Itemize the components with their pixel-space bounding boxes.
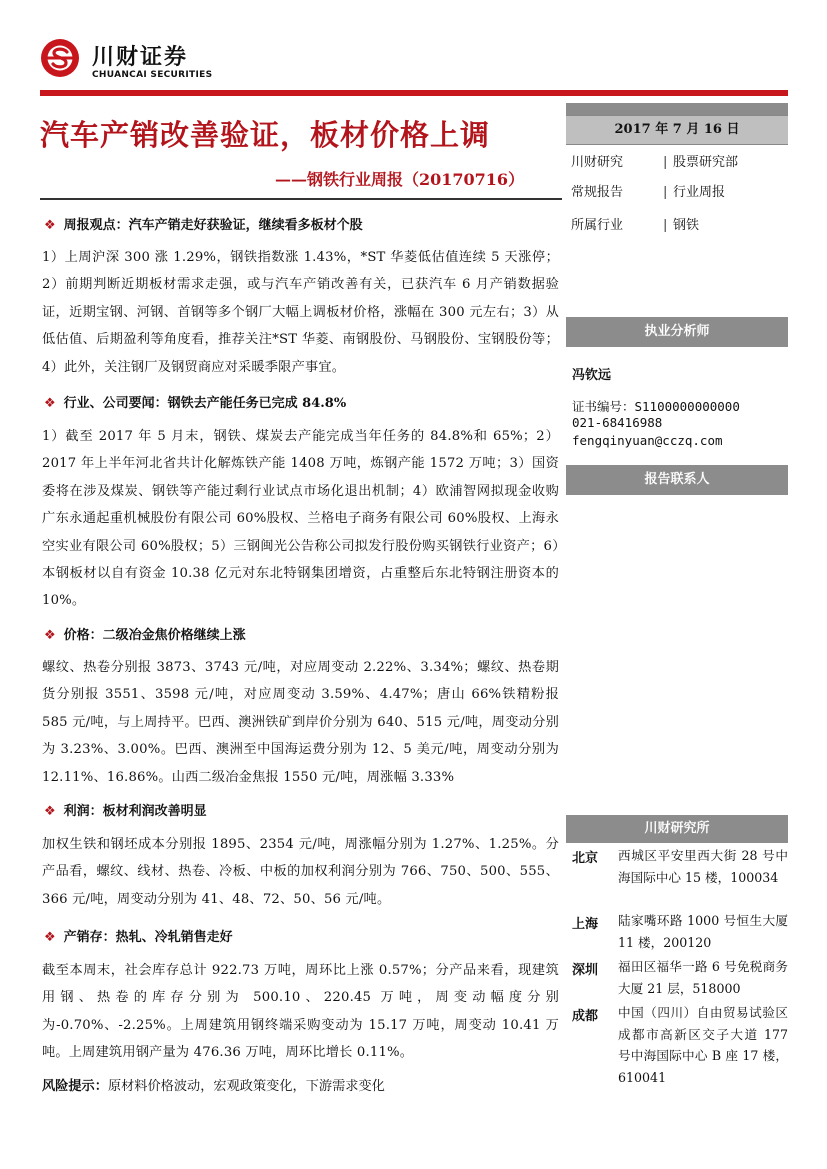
risk-warning xyxy=(42,1075,385,1094)
meta-separator: | xyxy=(663,155,668,170)
diamond-bullet-icon: ❖ xyxy=(44,628,56,643)
meta-row-industry xyxy=(571,214,699,233)
meta-value: 钢铁 xyxy=(673,218,700,233)
office-address: 陆家嘴环路 1000 号恒生大厦 11 楼，200120 xyxy=(618,913,788,950)
report-title: 汽车产销改善验证，板材价格上调 xyxy=(40,118,491,152)
header-divider xyxy=(40,90,788,96)
section-heading xyxy=(44,800,207,819)
diamond-bullet-icon: ❖ xyxy=(44,804,56,819)
meta-separator: | xyxy=(663,185,668,200)
contact-heading: 报告联系人 xyxy=(566,465,788,495)
section-body: 截至本周末，社会库存总计 922.73 万吨，周环比上涨 0.57%；分产品来看，现建筑用钢、热卷的库存分别为 500.10、220.45 万吨，周变动幅度分别为-0.70%、-2.25%。上周建筑用钢终端采购变动为 15.17 万吨，周变动 10.41 万吨。上周建筑用钢产量为 476.36 万吨，周环比增长 0.11%。 xyxy=(42,963,559,1061)
section-heading xyxy=(44,214,363,233)
diamond-bullet-icon: ❖ xyxy=(44,930,56,945)
section-body: 1）上周沪深 300 涨 1.29%，钢铁指数涨 1.43%，*ST 华菱低估值连续 5 天涨停；2）前期判断近期板材需求走强，或与汽车产销改善有关，已获汽车 6 月产销数据验证，近期宝钢、河钢、首钢等多个钢厂大幅上调板材价格，涨幅在 300 元左右；3）从低估值、后期盈利等角度看，推荐关注*ST 华菱、南钢股份、马钢股份、宝钢股份等；4）此外，关注钢厂及钢贸商应对采暖季限产事宜。 xyxy=(42,250,559,375)
analyst-phone: 021-68416988 xyxy=(572,415,663,430)
sidebar-top-bar xyxy=(566,103,788,115)
section-body: 1）截至 2017 年 5 月末，钢铁、煤炭去产能完成当年任务的 84.8%和 65%；2）2017 年上半年河北省共计化解炼铁产能 1408 万吨，炼钢产能 1572 万吨；3）国资委将在涉及煤炭、钢铁等产能过剩行业试点市场化退出机制；4）欧浦智网拟现金收购广东永通起重机械股份有限公司 60%股权、兰格电子商务有限公司 60%股权、上海永空实业有限公司 60%股权；5）三钢闽光公告称公司拟发行股份购买钢铁行业资产；6）本钢板材以自有资金 10.38 亿元对东北特钢集团增资，占重整后东北特钢注册资本的 10%。 xyxy=(42,429,559,609)
risk-label: 风险提示： xyxy=(42,1079,108,1094)
meta-separator: | xyxy=(663,218,668,233)
analyst-heading: 执业分析师 xyxy=(566,317,788,347)
section-heading xyxy=(44,926,233,945)
report-date: 2017 年 7 月 16 日 xyxy=(566,115,788,145)
meta-value: 行业周报 xyxy=(673,185,726,200)
office-city: 上海 xyxy=(572,917,599,932)
section-body: 螺纹、热卷分别报 3873、3743 元/吨，对应周变动 2.22%、3.34%；螺纹、热卷期货分别报 3551、3598 元/吨，对应周变动 3.59%、4.47%；唐山 66%铁精粉报 585 元/吨，与上周持平。巴西、澳洲铁矿到岸价分别为 640、515 元/吨，周变动分别为 3.23%、3.00%。巴西、澳洲至中国海运费分别为 12、5 美元/吨，周变动分别为 12.11%、16.86%。山西二级冶金焦报 1550 元/吨，周涨幅 3.33% xyxy=(42,660,559,785)
risk-text: 原材料价格波动，宏观政策变化，下游需求变化 xyxy=(107,1079,385,1094)
office-city: 深圳 xyxy=(572,963,599,978)
report-subtitle: ——钢铁行业周报（20170716） xyxy=(275,170,525,189)
institute-heading: 川财研究所 xyxy=(566,815,788,843)
sidebar xyxy=(566,103,788,1085)
section-body: 加权生铁和钢坯成本分别报 1895、2354 元/吨，周涨幅分别为 1.27%、1.25%。分产品看，螺纹、线材、热卷、冷板、中板的加权利润分别为 766、750、500、555、366 元/吨，周变动分别为 41、48、72、50、56 元/吨。 xyxy=(42,837,559,907)
section-heading-text: 产销存：热轧、冷轧销售走好 xyxy=(63,930,233,945)
section-heading-text: 行业、公司要闻：钢铁去产能任务已完成 84.8% xyxy=(63,396,347,411)
analyst-name: 冯钦远 xyxy=(572,368,612,383)
office-address: 中国（四川）自由贸易试验区成都市高新区交子大道 177 号中海国际中心 B 座 17 楼，610041 xyxy=(618,1005,788,1085)
office-city: 北京 xyxy=(572,851,599,866)
brand-name-cn: 川财证券 xyxy=(92,45,189,70)
section-heading-text: 利润：板材利润改善明显 xyxy=(63,804,207,819)
meta-key: 常规报告 xyxy=(571,185,624,200)
section-heading xyxy=(44,624,246,643)
diamond-bullet-icon: ❖ xyxy=(44,218,56,233)
analyst-cert: 证书编号：S1100000000000 xyxy=(572,399,740,414)
meta-key: 川财研究 xyxy=(571,155,624,170)
analyst-email[interactable]: fengqinyuan@cczq.com xyxy=(572,433,723,448)
brand-name-en: CHUANCAI SECURITIES xyxy=(92,70,213,80)
section-heading xyxy=(44,392,346,411)
title-divider xyxy=(40,198,562,200)
meta-row-report-type xyxy=(571,181,725,200)
section-heading-text: 价格：二级冶金焦价格继续上涨 xyxy=(63,628,246,643)
meta-key: 所属行业 xyxy=(571,218,624,233)
meta-value: 股票研究部 xyxy=(673,155,739,170)
office-address: 西城区平安里西大街 28 号中海国际中心 15 楼，100034 xyxy=(618,848,788,885)
office-city: 成都 xyxy=(572,1009,599,1024)
office-address: 福田区福华一路 6 号免税商务大厦 21 层，518000 xyxy=(618,959,788,996)
chuancai-logo-icon xyxy=(40,38,80,78)
meta-row-research xyxy=(571,151,738,170)
section-heading-text: 周报观点：汽车产销走好获验证，继续看多板材个股 xyxy=(63,218,363,233)
diamond-bullet-icon: ❖ xyxy=(44,396,56,411)
